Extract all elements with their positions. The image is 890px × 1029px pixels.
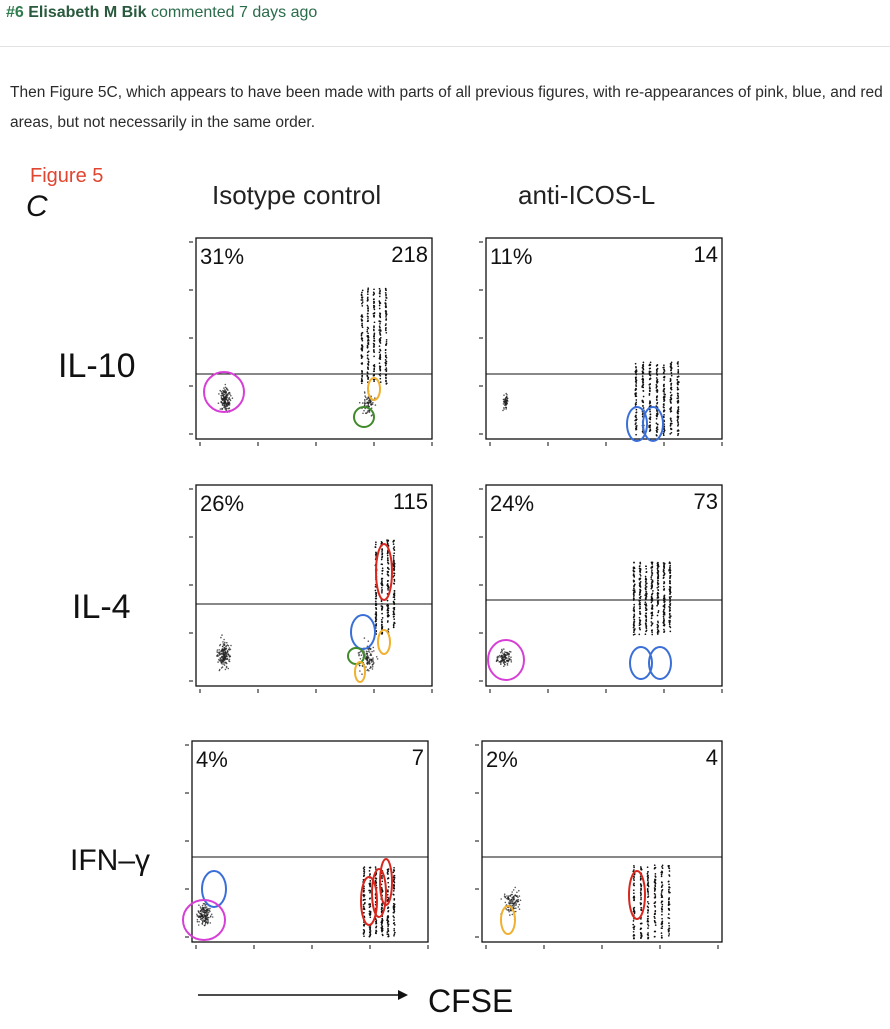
plot-frame bbox=[482, 741, 722, 942]
event-count: 7 bbox=[411, 745, 424, 770]
plot-panel-2 bbox=[479, 238, 722, 446]
plot-panel-3 bbox=[189, 485, 432, 693]
plot-panel-1 bbox=[189, 238, 432, 446]
cfse-arrow-head bbox=[398, 990, 408, 1000]
figure-title: Figure 5 bbox=[30, 165, 104, 187]
comment-header-line bbox=[6, 4, 317, 22]
event-count: 14 bbox=[693, 242, 718, 267]
x-axis-label: CFSE bbox=[428, 983, 514, 1019]
comment-header bbox=[0, 0, 890, 47]
plot-panel-5 bbox=[183, 741, 428, 949]
quadrant-percent: 11% bbox=[490, 244, 533, 269]
event-count: 4 bbox=[705, 745, 718, 770]
panel-letter: C bbox=[26, 190, 48, 223]
figure-image bbox=[0, 150, 890, 1024]
quadrant-percent: 4% bbox=[196, 747, 228, 772]
quadrant-percent: 2% bbox=[486, 747, 518, 772]
quadrant-percent: 24% bbox=[490, 491, 535, 516]
comment-author-link[interactable]: Elisabeth M Bik bbox=[28, 4, 147, 21]
flow-plots bbox=[183, 238, 722, 949]
quadrant-percent: 31% bbox=[200, 244, 245, 269]
row-label-il4: IL-4 bbox=[72, 588, 131, 626]
plot-panel-4 bbox=[479, 485, 722, 693]
figure-svg bbox=[0, 150, 890, 1024]
col-header-isotype: Isotype control bbox=[212, 180, 382, 210]
row-label-ifn-gamma: IFN–γ bbox=[70, 844, 151, 877]
event-count: 218 bbox=[391, 242, 428, 267]
row-label-il10: IL-10 bbox=[58, 347, 136, 385]
plot-panel-6 bbox=[475, 741, 722, 949]
col-header-anti-icos-l: anti-ICOS-L bbox=[518, 180, 656, 210]
event-count: 73 bbox=[693, 489, 718, 514]
comment-timestamp[interactable]: commented 7 days ago bbox=[150, 4, 318, 21]
comment-body: Then Figure 5C, which appears to have been made with parts of all previous figures, with re-appearances of pink, blue, and red areas, but not necessarily in the same order. bbox=[10, 84, 883, 131]
comment-number-link[interactable]: #6 bbox=[6, 4, 24, 21]
quadrant-percent: 26% bbox=[200, 491, 245, 516]
event-count: 115 bbox=[392, 489, 428, 514]
